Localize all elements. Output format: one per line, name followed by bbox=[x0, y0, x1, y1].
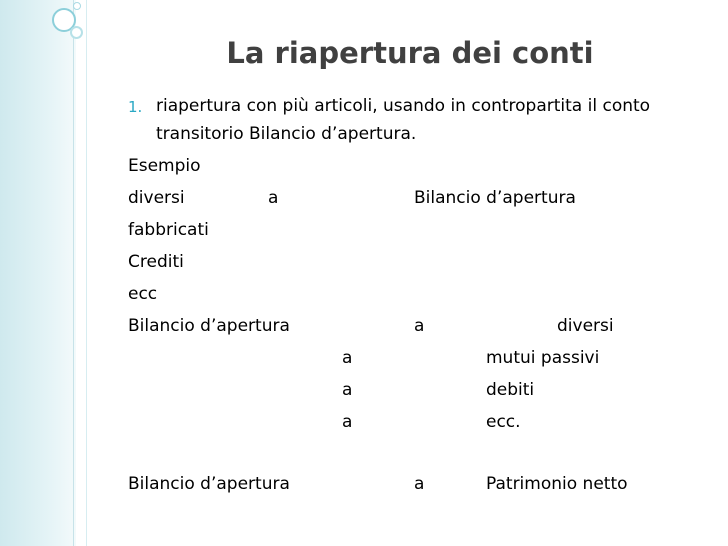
list-number: 1. bbox=[128, 98, 143, 116]
entry-text: a bbox=[414, 316, 425, 336]
entry-text: fabbricati bbox=[128, 220, 209, 240]
example-label: Esempio bbox=[128, 156, 201, 176]
list-item-line: transitorio Bilancio d’apertura. bbox=[156, 124, 417, 144]
entry-text: Patrimonio netto bbox=[486, 474, 628, 494]
entry-text: Bilancio d’apertura bbox=[128, 474, 290, 494]
list-item-line: riapertura con più articoli, usando in contropartita il conto bbox=[156, 96, 651, 116]
entry-text: diversi bbox=[128, 188, 185, 208]
entry-text: Bilancio d’apertura bbox=[414, 188, 576, 208]
entry-text: a bbox=[342, 412, 353, 432]
decorative-circle bbox=[70, 26, 83, 39]
entry-text: ecc bbox=[128, 284, 158, 304]
entry-text: a bbox=[268, 188, 279, 208]
entry-text: Bilancio d’apertura bbox=[128, 316, 290, 336]
entry-text: diversi bbox=[557, 316, 614, 336]
entry-text: mutui passivi bbox=[486, 348, 600, 368]
entry-text: a bbox=[342, 380, 353, 400]
decorative-band bbox=[0, 0, 76, 546]
slide-title: La riapertura dei conti bbox=[226, 36, 594, 70]
entry-text: a bbox=[342, 348, 353, 368]
decorative-circle bbox=[73, 2, 81, 10]
decorative-line bbox=[86, 0, 87, 546]
entry-text: debiti bbox=[486, 380, 535, 400]
decorative-line bbox=[73, 0, 74, 546]
entry-text: Crediti bbox=[128, 252, 184, 272]
entry-text: ecc. bbox=[486, 412, 521, 432]
entry-text: a bbox=[414, 474, 425, 494]
